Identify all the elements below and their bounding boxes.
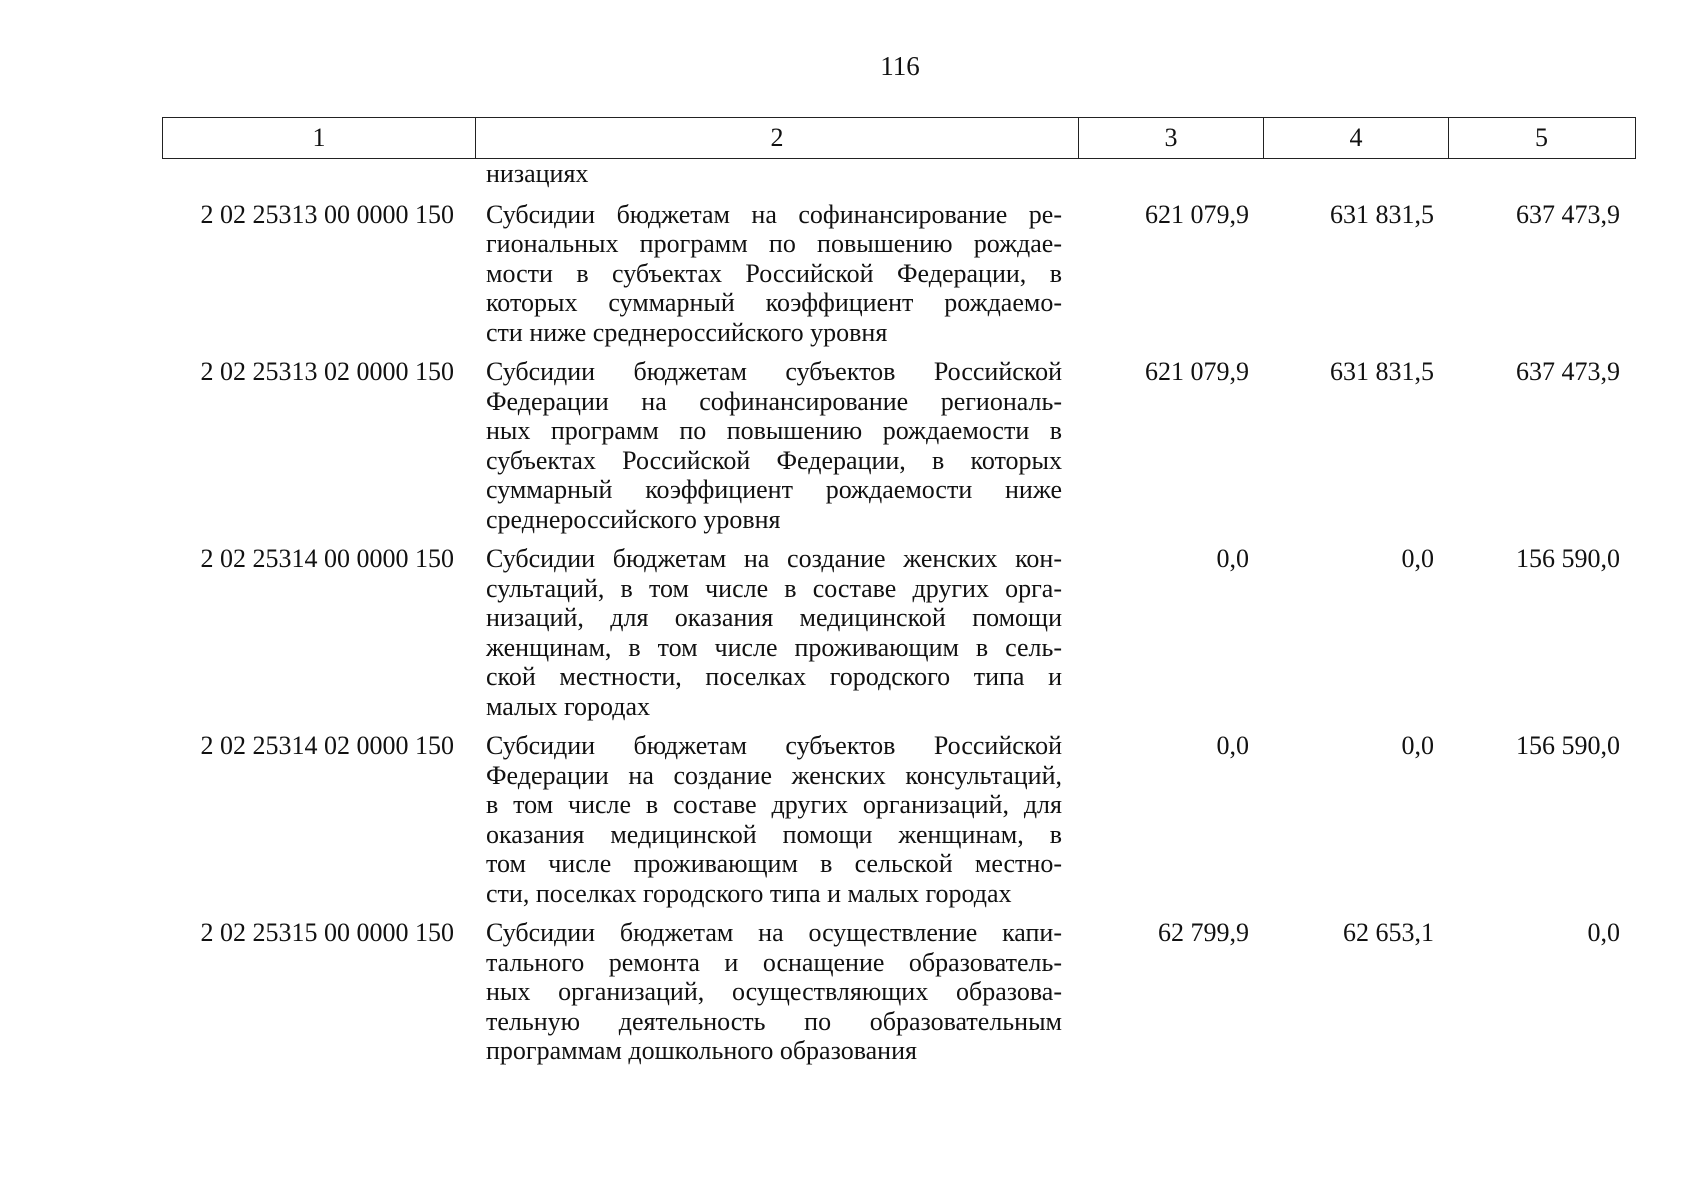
description-line: тального ремонта и оснащение образователь- [486, 947, 1062, 977]
table-row [162, 200, 1636, 348]
amount-4: 0,0 [1401, 731, 1434, 760]
income-description [474, 918, 1074, 1066]
budget-code: 2 02 25313 00 0000 150 [200, 199, 454, 229]
continuation-row [162, 159, 1636, 189]
description-line: женщинам, в том числе проживающим в сель- [486, 632, 1062, 662]
amount-5: 156 590,0 [1516, 731, 1620, 760]
description-line: мости в субъектах Российской Федерации, в [486, 258, 1062, 288]
amount-5: 637 473,9 [1516, 357, 1620, 386]
description-line: Субсидии бюджетам на софинансирование ре- [486, 199, 1062, 229]
amount-3: 62 799,9 [1158, 918, 1249, 947]
amount-4: 0,0 [1401, 544, 1434, 573]
description-line: суммарный коэффициент рождаемости ниже [486, 475, 1062, 504]
budget-code: 2 02 25313 02 0000 150 [200, 357, 454, 386]
amount-5: 156 590,0 [1516, 544, 1620, 573]
description-line: программам дошкольного образования [486, 1036, 917, 1065]
description-line: Федерации на софинансирование региональ- [486, 386, 1062, 416]
amount-5: 0,0 [1587, 918, 1620, 947]
description-line: гиональных программ по повышению рождае- [486, 229, 1062, 258]
budget-code: 2 02 25315 00 0000 150 [200, 918, 454, 947]
amount-3: 0,0 [1216, 731, 1249, 760]
income-description [474, 200, 1074, 348]
amount-5: 637 473,9 [1516, 199, 1620, 229]
table-row [162, 731, 1636, 908]
description-line: Федерации на создание женских консультаций, [486, 760, 1062, 790]
description-line: ных организаций, осуществляющих образова- [486, 977, 1062, 1006]
description-line: Субсидии бюджетам субъектов Российской [486, 731, 1062, 760]
amount-3: 0,0 [1216, 544, 1249, 573]
amount-4: 631 831,5 [1330, 357, 1434, 386]
page-number: 116 [880, 51, 920, 81]
amount-3: 621 079,9 [1145, 199, 1249, 229]
amount-4: 62 653,1 [1343, 918, 1434, 947]
description-line: сти ниже среднероссийского уровня [486, 317, 888, 347]
description-line: Субсидии бюджетам на создание женских кон- [486, 544, 1062, 573]
table-row [162, 544, 1636, 721]
description-line: ской местности, поселках городского типа и [486, 662, 1062, 691]
column-header-3: 3 [1078, 118, 1263, 158]
description-line: тельную деятельность по образовательным [486, 1006, 1062, 1036]
amount-3: 621 079,9 [1145, 357, 1249, 386]
budget-code: 2 02 25314 00 0000 150 [200, 544, 454, 573]
table-body [162, 159, 1636, 1076]
table-row [162, 918, 1636, 1066]
amount-4: 631 831,5 [1330, 199, 1434, 229]
description-line: сультаций, в том числе в составе других орга- [486, 573, 1062, 603]
description-line: в том числе в составе других организаций, для [486, 790, 1062, 819]
description-line: которых суммарный коэффициент рождаемо- [486, 288, 1062, 317]
description-line: среднероссийского уровня [486, 504, 781, 534]
description-line: низаций, для оказания медицинской помощи [486, 603, 1062, 632]
column-header-5: 5 [1448, 118, 1634, 158]
description-line: оказания медицинской помощи женщинам, в [486, 819, 1062, 849]
income-description [474, 357, 1074, 534]
budget-code: 2 02 25314 02 0000 150 [200, 731, 454, 760]
table-header [162, 117, 1636, 159]
description-line: ных программ по повышению рождаемости в [486, 416, 1062, 445]
description-line: малых городах [486, 691, 651, 721]
income-description [474, 544, 1074, 721]
description-line: Субсидии бюджетам на осуществление капи- [486, 918, 1062, 947]
column-header-4: 4 [1263, 118, 1448, 158]
table-row [162, 357, 1636, 534]
description-line: сти, поселках городского типа и малых городах [486, 878, 1012, 908]
continuation-text: низациях [486, 159, 589, 188]
income-description [474, 731, 1074, 908]
column-header-1: 1 [312, 123, 326, 152]
column-header-2: 2 [475, 118, 1078, 158]
table-rows [162, 200, 1636, 1066]
description-line: том числе проживающим в сельской местно- [486, 849, 1062, 878]
description-line: субъектах Российской Федерации, в которых [486, 445, 1062, 475]
description-line: Субсидии бюджетам субъектов Российской [486, 357, 1062, 386]
